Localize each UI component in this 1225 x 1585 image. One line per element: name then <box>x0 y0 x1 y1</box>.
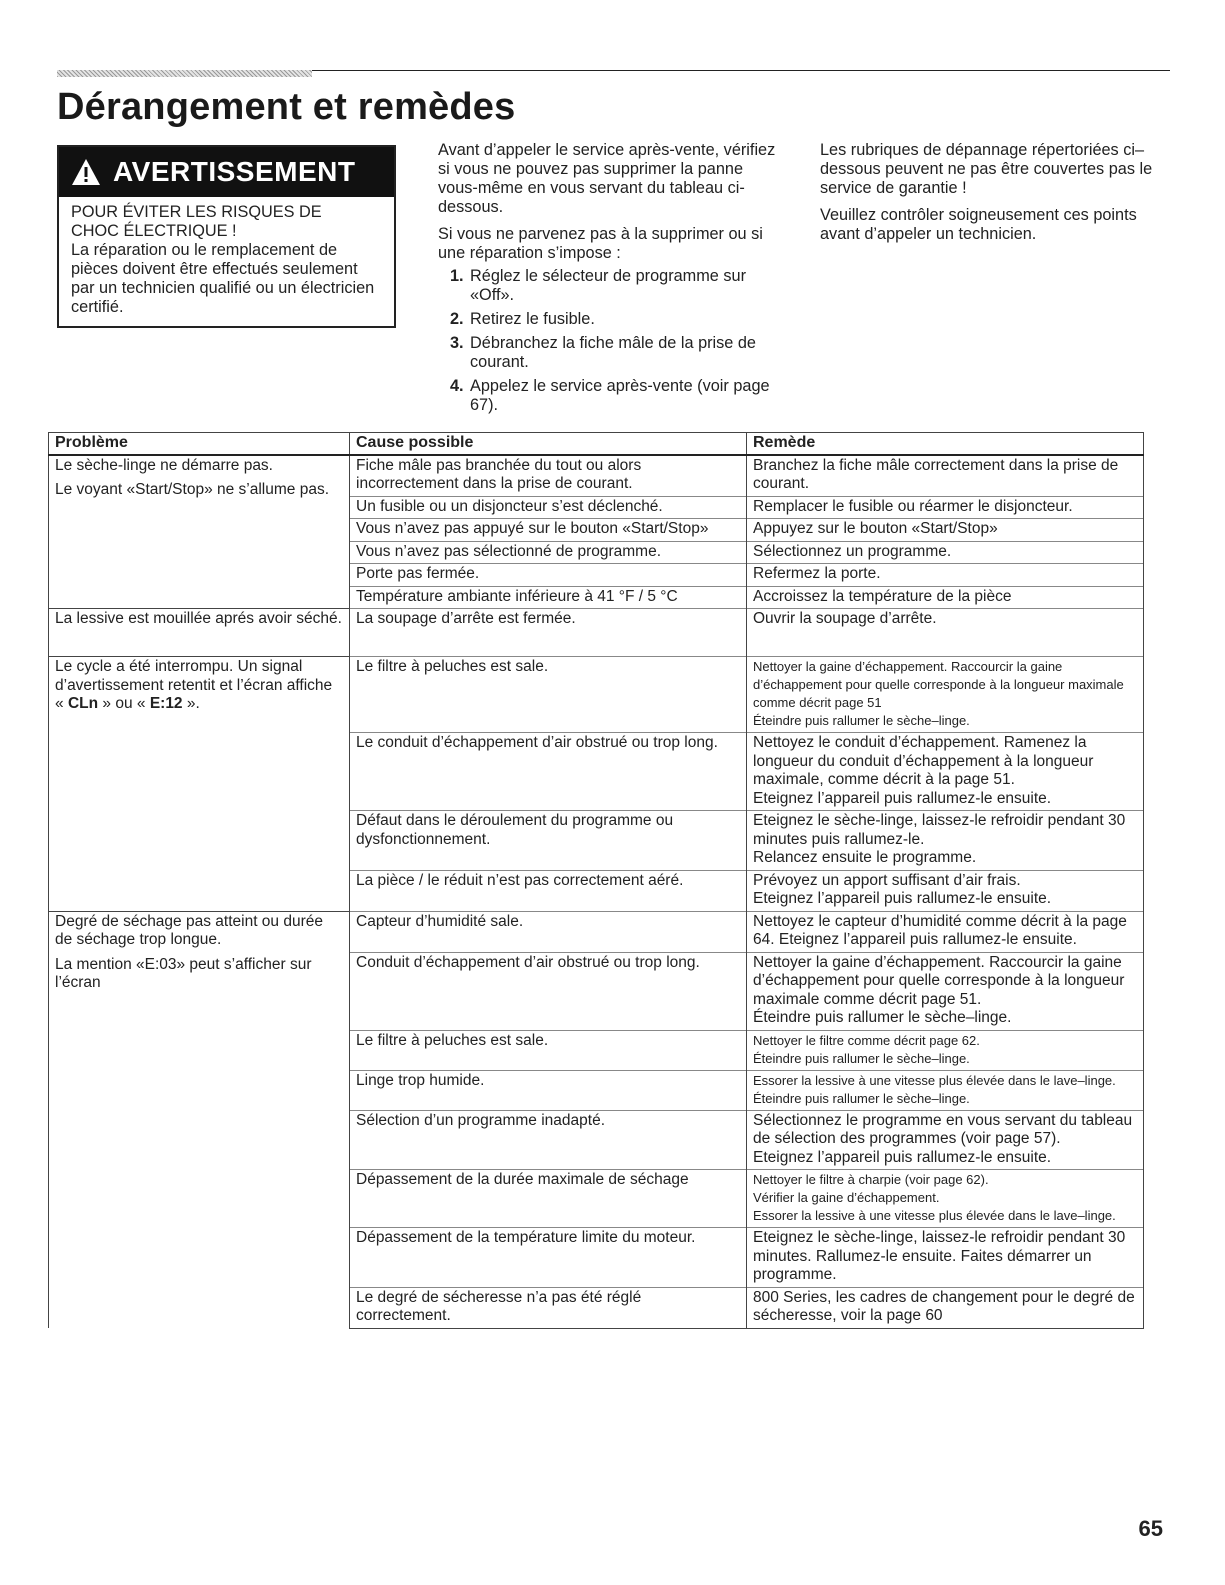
cause-cell: Fiche mâle pas branchée du tout ou alors incorrectement dans la prise de courant. <box>350 455 747 497</box>
remedy-line: Éteindre puis rallumer le sèche–linge. <box>753 1050 970 1066</box>
cause-cell: Porte pas fermée. <box>350 564 747 587</box>
step-text: Débranchez la fiche mâle de la prise de courant. <box>470 334 756 371</box>
remedy-cell <box>747 1030 1144 1070</box>
remedy-line: Nettoyez le conduit d’échappement. Ramenez la longueur du conduit d’échappement à la longueur maximale, comme décrit à la page 51. <box>753 734 1094 788</box>
error-code: CLn <box>67 695 99 712</box>
cause-cell: Le filtre à peluches est sale. <box>350 1030 747 1070</box>
cause-cell: La pièce / le réduit n’est pas correctement aéré. <box>350 870 747 911</box>
problem-text: Le voyant «Start/Stop» ne s’allume pas. <box>55 481 329 498</box>
remedy-cell: Eteignez le sèche-linge, laissez-le refroidir pendant 30 minutes. Rallumez-le ensuite. Faites démarrer un programme. <box>747 1228 1144 1288</box>
problem-cell <box>49 455 350 609</box>
table-row <box>49 911 1144 952</box>
remedy-cell: Remplacer le fusible ou réarmer le disjoncteur. <box>747 496 1144 519</box>
problem-text: » ou « <box>102 695 146 712</box>
remedy-line: Éteindre puis rallumer le sèche–linge. <box>753 713 970 728</box>
problem-cell: La lessive est mouillée aprés avoir séché. <box>49 609 350 657</box>
problem-text: ». <box>186 695 200 712</box>
step-text: Retirez le fusible. <box>470 310 595 328</box>
remedy-line: Nettoyer le filtre comme décrit page 62. <box>753 1032 980 1048</box>
remedy-cell <box>747 870 1144 911</box>
header-remedy: Remède <box>747 433 1144 455</box>
step-text: Réglez le sélecteur de programme sur «Off». <box>470 267 747 304</box>
remedy-line: Nettoyer la gaine d’échappement. Raccourcir la gaine d’échappement pour quelle corresponde à la longueur maximale comme décrit page 51. <box>753 953 1125 1008</box>
remedy-cell: Ouvrir la soupage d’arrête. <box>747 609 1144 657</box>
remedy-cell <box>747 952 1144 1030</box>
remedy-cell: Appuyez sur le bouton «Start/Stop» <box>747 519 1144 542</box>
remedy-line: Éteindre puis rallumer le sèche–linge. <box>753 1009 1012 1026</box>
table-row <box>49 657 1144 733</box>
problem-text: Le cycle a été interrompu. Un signal d’avertissement retentit et l’écran affiche « <box>55 658 333 712</box>
remedy-line: Nettoyer le filtre à charpie (voir page 62). <box>753 1172 989 1187</box>
problem-text: La mention «E:03» peut s’afficher sur l’écran <box>55 955 312 991</box>
header-problem: Problème <box>49 433 350 455</box>
step-item <box>438 377 778 415</box>
problem-text: Le sèche-linge ne démarre pas. <box>55 456 273 474</box>
page-title: Dérangement et remèdes <box>57 86 516 128</box>
cause-cell: Dépassement de la température limite du moteur. <box>350 1228 747 1288</box>
cause-cell: Vous n’avez pas sélectionné de programme. <box>350 541 747 564</box>
remedy-line: Eteignez l’appareil puis rallumez-le ensuite. <box>753 789 1052 807</box>
remedy-cell: Nettoyez le capteur d’humidité comme décrit à la page 64. Eteignez l’appareil puis rallumez-le ensuite. <box>747 911 1144 952</box>
table-row <box>49 455 1144 497</box>
notes-column <box>820 141 1155 252</box>
notes-paragraph-1: Les rubriques de dépannage répertoriées ci–dessous peuvent ne pas être couvertes pas le service de garantie ! <box>820 141 1153 197</box>
cause-cell: Le degré de sécheresse n’a pas été réglé correctement. <box>350 1287 747 1328</box>
table-header-row <box>49 433 1144 455</box>
cause-cell: Température ambiante inférieure à 41 °F / 5 °C <box>350 586 747 609</box>
step-number: 4. <box>450 377 464 395</box>
steps-list <box>438 267 778 415</box>
warning-line-1: POUR ÉVITER LES RISQUES DE <box>71 203 322 221</box>
remedy-cell <box>747 1110 1144 1170</box>
cause-cell: Vous n’avez pas appuyé sur le bouton «Start/Stop» <box>350 519 747 542</box>
remedy-cell <box>747 733 1144 811</box>
intro-column <box>438 141 778 420</box>
remedy-line: Essorer la lessive à une vitesse plus élevée dans le lave–linge. <box>753 1208 1116 1223</box>
warning-box <box>57 145 396 328</box>
remedy-line: Relancez ensuite le programme. <box>753 849 977 866</box>
step-number: 3. <box>450 334 464 352</box>
cause-cell: Capteur d’humidité sale. <box>350 911 747 952</box>
remedy-cell: Sélectionnez un programme. <box>747 541 1144 564</box>
cause-cell: Le conduit d’échappement d’air obstrué ou trop long. <box>350 733 747 811</box>
remedy-line: Vérifier la gaine d’échappement. <box>753 1190 940 1205</box>
remedy-cell: Refermez la porte. <box>747 564 1144 587</box>
page-number: 65 <box>1138 1516 1163 1541</box>
step-item <box>438 267 778 305</box>
remedy-line: Sélectionnez le programme en vous servant du tableau de sélection des programmes (voir page 57). <box>753 1111 1133 1147</box>
remedy-cell <box>747 811 1144 871</box>
table-row <box>49 609 1144 657</box>
problem-text: Degré de séchage pas atteint ou durée de séchage trop longue. <box>55 912 323 948</box>
warning-header <box>59 147 394 197</box>
remedy-cell <box>747 1170 1144 1228</box>
cause-cell: La soupage d’arrête est fermée. <box>350 609 747 657</box>
cause-cell: Sélection d’un programme inadapté. <box>350 1110 747 1170</box>
remedy-cell <box>747 657 1144 733</box>
cause-cell: Dépassement de la durée maximale de séchage <box>350 1170 747 1228</box>
notes-paragraph-2: Veuillez contrôler soigneusement ces points avant d’appeler un technicien. <box>820 206 1137 243</box>
warning-text: La réparation ou le remplacement de pièces doivent être effectués seulement par un technicien qualifié ou un électricien certifié. <box>71 241 375 316</box>
cause-cell: Linge trop humide. <box>350 1070 747 1110</box>
header-accent-band <box>57 70 312 77</box>
warning-triangle-icon <box>71 158 101 186</box>
step-text: Appelez le service après-vente (voir page 67). <box>470 377 770 414</box>
remedy-line: Eteignez le sèche-linge, laissez-le refroidir pendant 30 minutes puis rallumez-le. <box>753 812 1126 848</box>
remedy-line: Nettoyer la gaine d’échappement. Raccourcir la gaine d’échappement pour quelle corresponde à la longueur maximale comme décrit page 51 <box>753 659 1124 710</box>
step-item <box>438 334 778 372</box>
remedy-line: Eteignez l’appareil puis rallumez-le ensuite. <box>753 890 1052 907</box>
warning-line-2: CHOC ÉLECTRIQUE ! <box>71 222 237 240</box>
remedy-line: Eteignez l’appareil puis rallumez-le ensuite. <box>753 1148 1052 1166</box>
problem-cell <box>49 657 350 912</box>
cause-cell: Défaut dans le déroulement du programme ou dysfonctionnement. <box>350 811 747 871</box>
remedy-cell: Branchez la fiche mâle correctement dans la prise de courant. <box>747 455 1144 497</box>
step-number: 2. <box>450 310 464 328</box>
header-cause: Cause possible <box>350 433 747 455</box>
cause-cell: Conduit d’échappement d’air obstrué ou trop long. <box>350 952 747 1030</box>
cause-cell: Le filtre à peluches est sale. <box>350 657 747 733</box>
remedy-cell: Essorer la lessive à une vitesse plus élevée dans le lave–linge. Éteindre puis rallumer le sèche–linge. <box>747 1070 1144 1110</box>
remedy-line: Prévoyez un apport suffisant d’air frais. <box>753 871 1021 889</box>
remedy-cell: 800 Series, les cadres de changement pour le degré de sécheresse, voir la page 60 <box>747 1287 1144 1328</box>
troubleshooting-table <box>48 432 1144 1329</box>
warning-body <box>59 197 394 317</box>
warning-title: AVERTISSEMENT <box>113 156 356 187</box>
intro-paragraph-2: Si vous ne parvenez pas à la supprimer ou si une réparation s’impose : <box>438 225 763 262</box>
error-code: E:12 <box>149 695 183 712</box>
problem-cell <box>49 911 350 1328</box>
intro-paragraph-1: Avant d’appeler le service après-vente, vérifiez si vous ne pouvez pas supprimer la panne vous-même en vous servant du tableau ci-dessous. <box>438 141 776 216</box>
cause-cell: Un fusible ou un disjoncteur s’est déclenché. <box>350 496 747 519</box>
remedy-cell: Accroissez la température de la pièce <box>747 586 1144 609</box>
step-number: 1. <box>450 267 464 285</box>
step-item <box>438 310 778 329</box>
